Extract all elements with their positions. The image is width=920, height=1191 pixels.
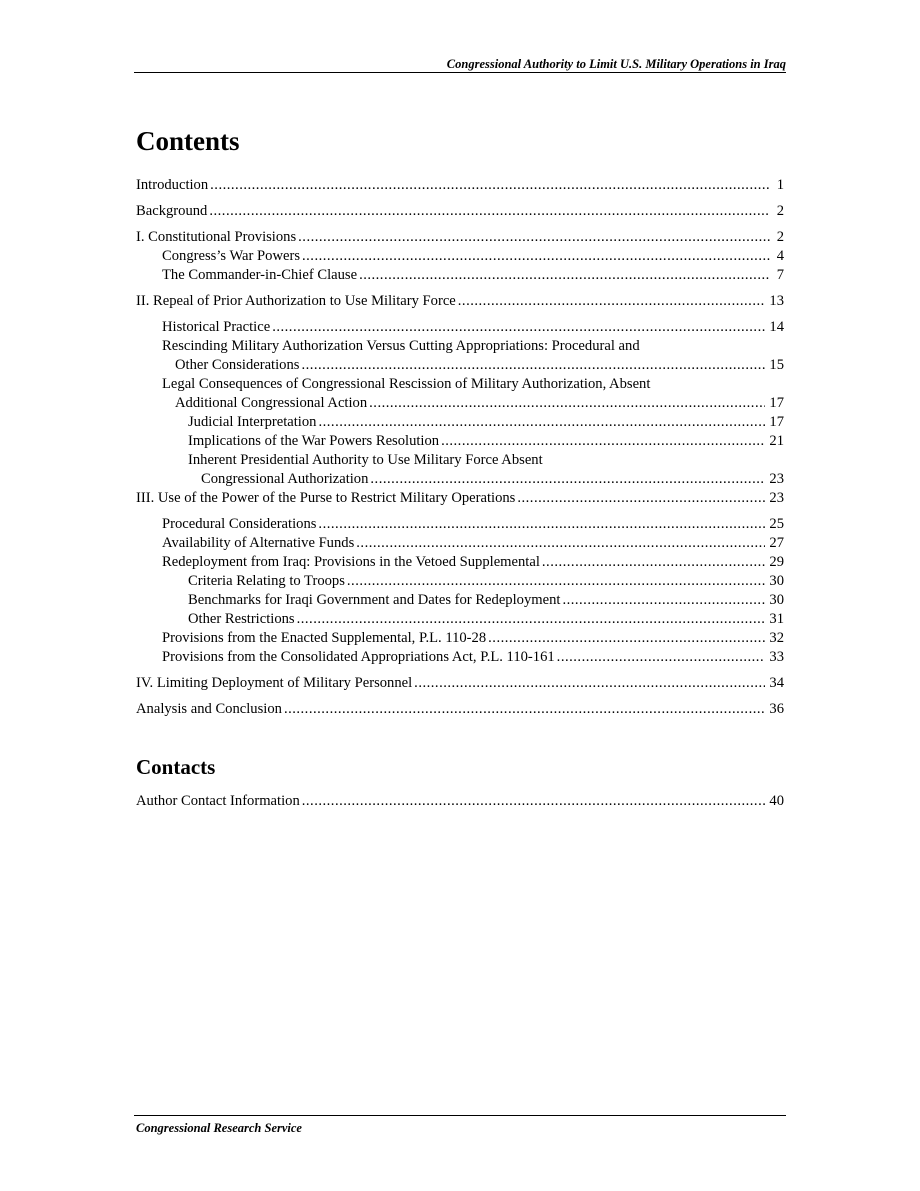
- page-number: 17: [769, 414, 784, 430]
- toc-entry-war-powers-resolution[interactable]: Implications of the War Powers Resolution ..... 21: [188, 432, 784, 451]
- page-number: 29: [769, 554, 784, 570]
- toc-entry-criteria-relating-to-troops[interactable]: Criteria Relating to Troops ..... 30: [188, 572, 784, 591]
- page-number: 36: [769, 701, 784, 717]
- contacts-list: [136, 792, 784, 811]
- toc-entry-constitutional-provisions[interactable]: I. Constitutional Provisions ..... 2: [136, 228, 784, 247]
- page-number: 1: [776, 177, 784, 193]
- toc-entry-introduction[interactable]: Introduction ..... 1: [136, 176, 784, 195]
- page-number: 40: [769, 793, 784, 809]
- toc-entry-background[interactable]: Background ..... 2: [136, 202, 784, 221]
- running-header-title: Congressional Authority to Limit U.S. Military Operations in Iraq: [446, 57, 786, 71]
- page-number: 23: [769, 471, 784, 487]
- page-number: 30: [769, 592, 784, 608]
- contents-heading: Contents: [136, 126, 240, 156]
- page-number: 25: [769, 516, 784, 532]
- toc-entry-power-of-the-purse[interactable]: III. Use of the Power of the Purse to Restrict Military Operations ..... 23: [136, 489, 784, 508]
- page-number: 27: [769, 535, 784, 551]
- page-number: 14: [769, 319, 784, 335]
- toc-entry-consolidated-appropriations[interactable]: Provisions from the Consolidated Appropriations Act, P.L. 110-161 ..... 33: [162, 648, 784, 667]
- contacts-heading: Contacts: [136, 755, 216, 779]
- table-of-contents: [136, 176, 784, 719]
- toc-entry-limiting-deployment[interactable]: IV. Limiting Deployment of Military Personnel ..... 34: [136, 674, 784, 693]
- page-number: 2: [776, 203, 784, 219]
- page-number: 15: [769, 357, 784, 373]
- toc-entry-other-restrictions[interactable]: Other Restrictions ..... 31: [188, 610, 784, 629]
- header-rule: [134, 72, 786, 73]
- toc-entry-inherent-presidential-authority[interactable]: Inherent Presidential Authority to Use Military Force Absent Congressional Authorization ..... 23: [188, 451, 784, 489]
- page-number: 23: [769, 490, 784, 506]
- page-number: 2: [776, 229, 784, 245]
- page-number: 17: [769, 395, 784, 411]
- footer-text: Congressional Research Service: [136, 1121, 302, 1135]
- page-number: 13: [769, 293, 784, 309]
- toc-entry-rescinding-military-authorization[interactable]: Rescinding Military Authorization Versus Cutting Appropriations: Procedural and Other Considerations ..... 15: [162, 337, 784, 375]
- toc-entry-alternative-funds[interactable]: Availability of Alternative Funds ..... 27: [162, 534, 784, 553]
- toc-entry-repeal-prior-authorization[interactable]: II. Repeal of Prior Authorization to Use Military Force ..... 13: [136, 292, 784, 311]
- toc-entry-author-contact-information[interactable]: Author Contact Information ..... 40: [136, 792, 784, 811]
- toc-entry-legal-consequences[interactable]: Legal Consequences of Congressional Rescission of Military Authorization, Absent Additional Congressional Action ..... 17: [162, 375, 784, 413]
- page-number: 7: [776, 267, 784, 283]
- toc-entry-congress-war-powers[interactable]: Congress’s War Powers ..... 4: [162, 247, 784, 266]
- footer-rule: [134, 1115, 786, 1116]
- page-number: 31: [769, 611, 784, 627]
- toc-entry-redeployment-vetoed-supplemental[interactable]: Redeployment from Iraq: Provisions in the Vetoed Supplemental ..... 29: [162, 553, 784, 572]
- toc-entry-procedural-considerations[interactable]: Procedural Considerations ..... 25: [162, 515, 784, 534]
- toc-entry-analysis-and-conclusion[interactable]: Analysis and Conclusion ..... 36: [136, 700, 784, 719]
- toc-entry-enacted-supplemental[interactable]: Provisions from the Enacted Supplemental, P.L. 110-28 ..... 32: [162, 629, 784, 648]
- page-number: 33: [769, 649, 784, 665]
- page-number: 21: [769, 433, 784, 449]
- toc-entry-historical-practice[interactable]: Historical Practice ..... 14: [162, 318, 784, 337]
- toc-entry-benchmarks-iraqi-government[interactable]: Benchmarks for Iraqi Government and Dates for Redeployment ..... 30: [188, 591, 784, 610]
- page-number: 34: [769, 675, 784, 691]
- page-number: 32: [769, 630, 784, 646]
- toc-entry-commander-in-chief-clause[interactable]: The Commander-in-Chief Clause ..... 7: [162, 266, 784, 285]
- page-number: 30: [769, 573, 784, 589]
- page-number: 4: [776, 248, 784, 264]
- toc-entry-judicial-interpretation[interactable]: Judicial Interpretation ..... 17: [188, 413, 784, 432]
